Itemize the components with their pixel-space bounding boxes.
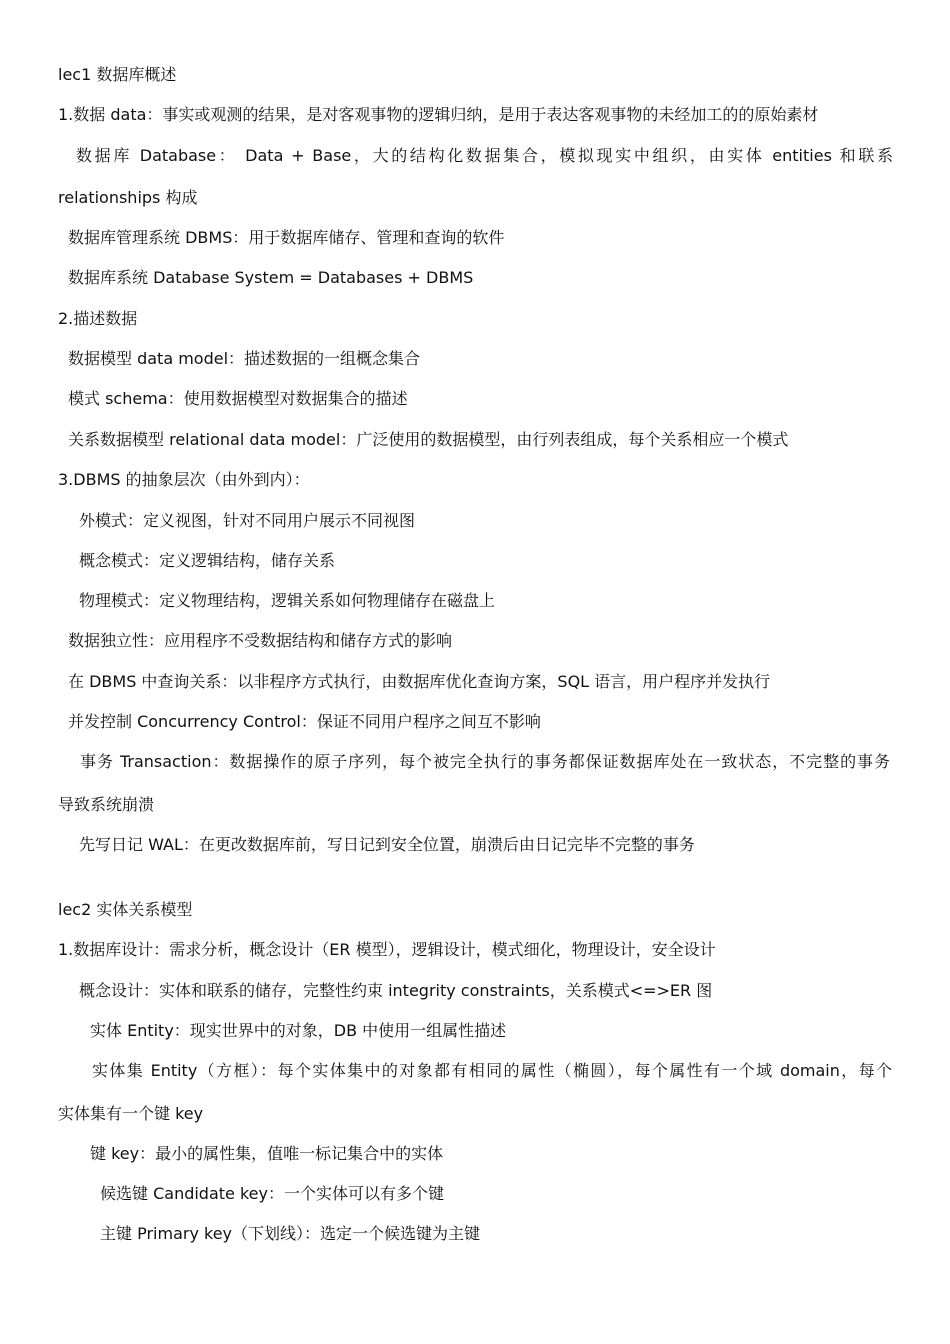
data-independence-definition: 数据独立性：应用程序不受数据结构和储存方式的影响 [68,631,453,650]
lec1-heading: lec1 数据库概述 [58,65,177,84]
lec1-item-3: 3.DBMS 的抽象层次（由外到内）： [58,470,310,489]
relational-model-definition: 关系数据模型 relational data model：广泛使用的数据模型，由行列表组成，每个关系相应一个模式 [68,430,789,449]
conceptual-design-definition: 概念设计：实体和联系的储存，完整性约束 integrity constraints，关系模式<=>ER 图 [79,981,713,1000]
key-definition: 键 key：最小的属性集，值唯一标记集合中的实体 [90,1144,444,1163]
lec1-item-2: 2.描述数据 [58,309,138,328]
data-model-definition: 数据模型 data model：描述数据的一组概念集合 [68,349,421,368]
database-definition-line-1: 数据库 Database： Data + Base，大的结构化数据集合，模拟现实中组织，由实体 entities 和联系 [76,146,893,165]
conceptual-schema-definition: 概念模式：定义逻辑结构，储存关系 [79,551,336,570]
concurrency-control-definition: 并发控制 Concurrency Control：保证不同用户程序之间互不影响 [68,712,541,731]
query-description: 在 DBMS 中查询关系：以非程序方式执行，由数据库优化查询方案，SQL 语言，用户程序并发执行 [68,672,771,691]
entity-definition: 实体 Entity：现实世界中的对象，DB 中使用一组属性描述 [90,1021,507,1040]
entity-set-definition-line-2: 实体集有一个键 key [58,1104,204,1123]
transaction-definition-line-2: 导致系统崩溃 [58,795,155,814]
candidate-key-definition: 候选键 Candidate key：一个实体可以有多个键 [100,1184,444,1203]
lec2-heading: lec2 实体关系模型 [58,900,193,919]
primary-key-definition: 主键 Primary key（下划线）：选定一个候选键为主键 [100,1224,481,1243]
lec1-item-1: 1.数据 data：事实或观测的结果，是对客观事物的逻辑归纳，是用于表达客观事物的未经加工的的原始素材 [58,105,819,124]
physical-schema-definition: 物理模式：定义物理结构，逻辑关系如何物理储存在磁盘上 [79,591,496,610]
lec2-item-1: 1.数据库设计：需求分析，概念设计（ER 模型），逻辑设计，模式细化，物理设计，安全设计 [58,940,716,959]
schema-definition: 模式 schema：使用数据模型对数据集合的描述 [68,389,408,408]
database-system-definition: 数据库系统 Database System = Databases + DBMS [68,268,474,287]
dbms-definition: 数据库管理系统 DBMS：用于数据库储存、管理和查询的软件 [68,228,505,247]
transaction-definition-line-1: 事务 Transaction：数据操作的原子序列，每个被完全执行的事务都保证数据库处在一致状态，不完整的事务 [80,752,890,771]
entity-set-definition-line-1: 实体集 Entity（方框）：每个实体集中的对象都有相同的属性（椭圆），每个属性有一个域 domain，每个 [92,1061,892,1080]
database-definition-line-2: relationships 构成 [58,188,198,207]
wal-definition: 先写日记 WAL：在更改数据库前，写日记到安全位置，崩溃后由日记完毕不完整的事务 [79,835,695,854]
external-schema-definition: 外模式：定义视图，针对不同用户展示不同视图 [79,511,416,530]
